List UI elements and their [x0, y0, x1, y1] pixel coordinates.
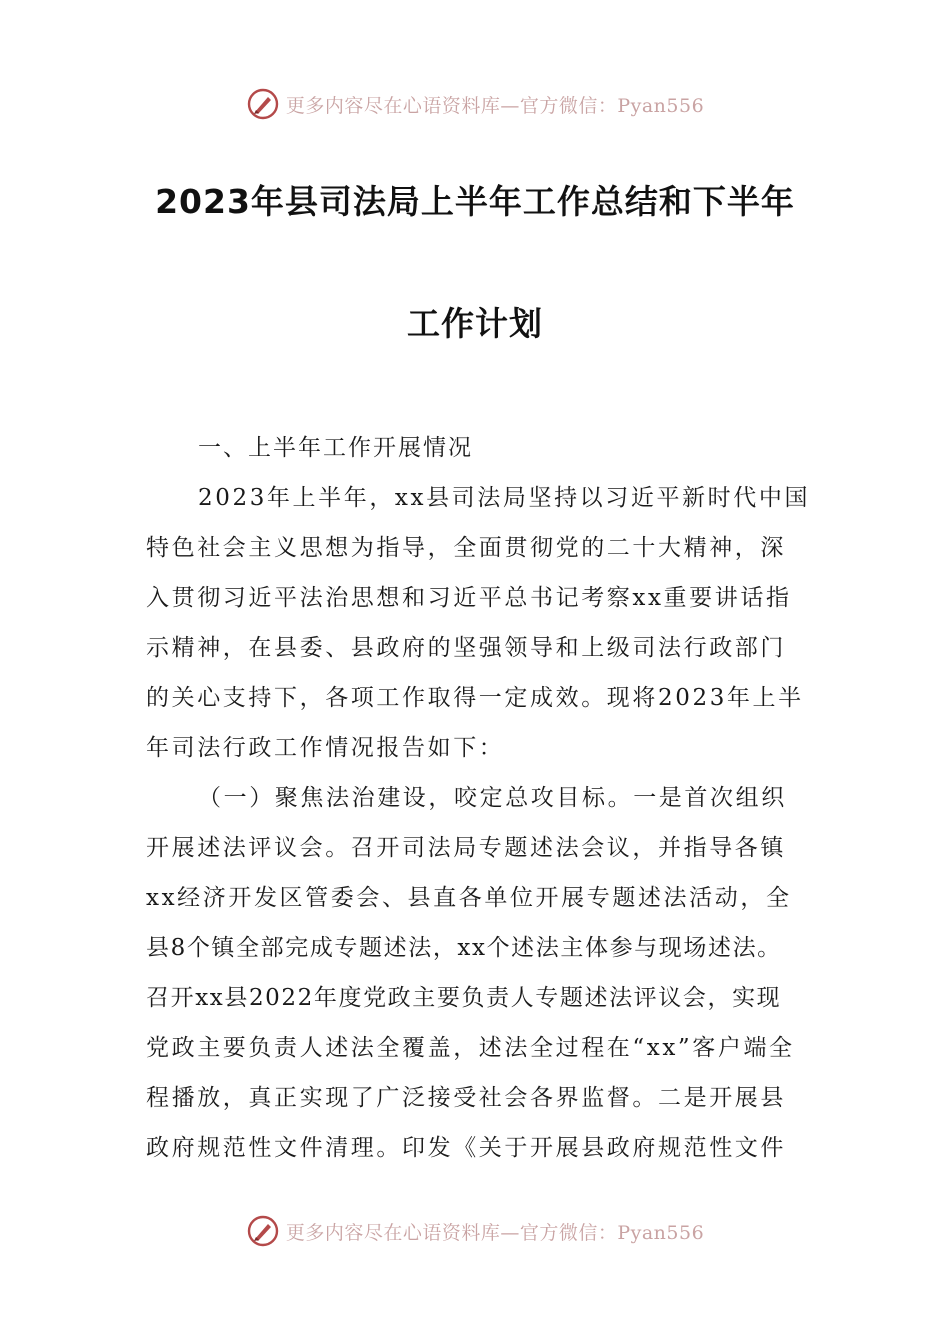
paragraph-line: 2023年上半年，xx县司法局坚持以习近平新时代中国: [198, 485, 811, 511]
paragraph-line: 的关心支持下，各项工作取得一定成效。现将2023年上半: [146, 685, 804, 711]
document-title-line-1: 2023年县司法局上半年工作总结和下半年: [155, 182, 795, 221]
paragraph-line: 党政主要负责人述法全覆盖，述法全过程在“xx”客户端全: [146, 1035, 795, 1061]
paragraph-line: 示精神，在县委、县政府的坚强领导和上级司法行政部门: [146, 635, 786, 661]
watermark-banner-bottom: [0, 1211, 950, 1251]
section-heading: 一、上半年工作开展情况: [198, 435, 473, 461]
paragraph-line: 特色社会主义思想为指导，全面贯彻党的二十大精神，深: [146, 535, 786, 561]
document-title-line-2: 工作计划: [407, 304, 543, 343]
paragraph-line: （一）聚焦法治建设，咬定总攻目标。一是首次组织: [198, 785, 787, 811]
paragraph-line: 政府规范性文件清理。印发《关于开展县政府规范性文件: [146, 1135, 786, 1161]
watermark-text: 更多内容尽在心语资料库—官方微信：Pyan556: [285, 94, 705, 117]
paragraph-line: 召开xx县2022年度党政主要负责人专题述法评议会，实现: [146, 985, 782, 1011]
paragraph-line: 开展述法评议会。召开司法局专题述法会议，并指导各镇: [146, 835, 786, 861]
watermark-banner-top: [0, 84, 950, 124]
document-body: [146, 423, 811, 1173]
paragraph-line: 县8个镇全部完成专题述法，xx个述法主体参与现场述法。: [146, 935, 782, 961]
pen-nib-logo-icon: [246, 87, 280, 121]
pen-nib-logo-icon: [246, 1214, 280, 1248]
paragraph-line: 入贯彻习近平法治思想和习近平总书记考察xx重要讲话指: [146, 585, 792, 611]
paragraph-line: xx经济开发区管委会、县直各单位开展专题述法活动，全: [146, 885, 792, 911]
paragraph-line: 程播放，真正实现了广泛接受社会各界监督。二是开展县: [146, 1085, 786, 1111]
watermark-text: 更多内容尽在心语资料库—官方微信：Pyan556: [285, 1221, 705, 1244]
paragraph-line: 年司法行政工作情况报告如下：: [146, 735, 505, 761]
